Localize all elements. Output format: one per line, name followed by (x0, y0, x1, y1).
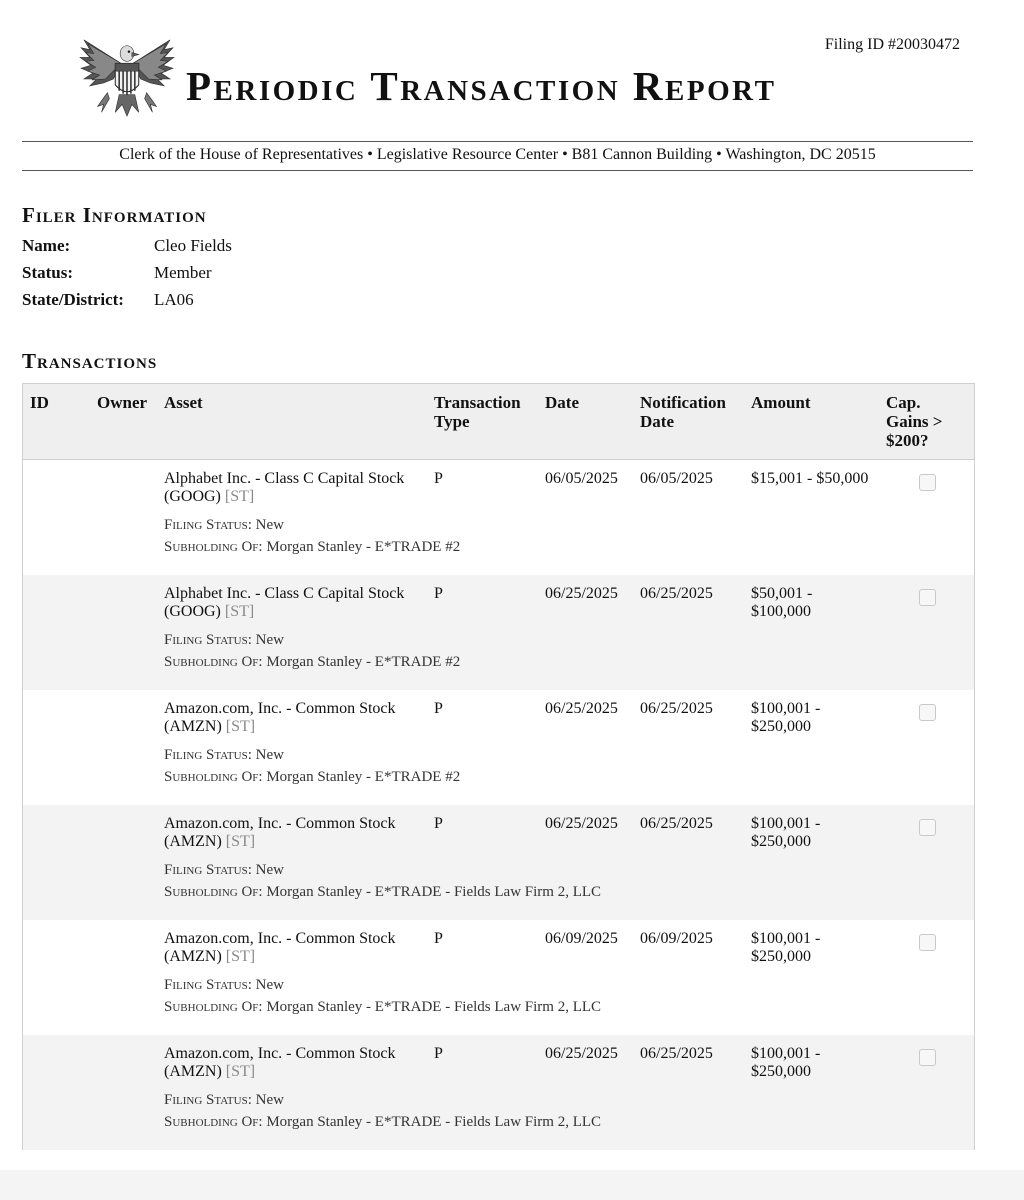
subholding (164, 539, 460, 556)
table-row (23, 460, 974, 575)
subholding-value: Morgan Stanley - E*TRADE - Fields Law Firm 2, LLC (266, 1114, 602, 1130)
column-header-line: Date (640, 412, 674, 431)
filer-status-row (22, 263, 212, 283)
amount-line: $100,001 - (751, 1045, 821, 1062)
subholding-value: Morgan Stanley - E*TRADE #2 (266, 769, 461, 785)
table-row (23, 690, 974, 805)
filing-status (164, 1092, 284, 1109)
header-divider (22, 141, 973, 142)
transactions-table (22, 383, 975, 1150)
filing-status-value: New (255, 862, 284, 878)
filing-status-value: New (255, 977, 284, 993)
cap-gains-cell (919, 934, 936, 951)
asset-cell (164, 930, 424, 966)
subholding-label: Subholding Of: (164, 654, 263, 670)
page-bottom-edge (0, 1170, 1024, 1200)
amount-line: $100,001 - (751, 930, 821, 947)
filing-status (164, 747, 284, 764)
column-header-id: ID (30, 393, 49, 412)
asset-cell (164, 470, 424, 506)
asset-cell (164, 1045, 424, 1081)
filing-status-label: Filing Status: (164, 632, 252, 648)
asset-ticker: (AMZN) (164, 1063, 222, 1080)
notification-date: 06/25/2025 (640, 815, 713, 832)
transaction-type: P (434, 815, 443, 832)
column-header-line: $200? (886, 431, 929, 450)
asset-cell (164, 700, 424, 736)
amount-line: $15,001 - $50,000 (751, 470, 869, 487)
filer-name-row (22, 236, 232, 256)
asset-name: Amazon.com, Inc. - Common Stock (164, 700, 396, 717)
amount (751, 1045, 881, 1081)
notification-date: 06/25/2025 (640, 585, 713, 602)
filing-status-value: New (255, 517, 284, 533)
amount-line: $100,001 - (751, 815, 821, 832)
table-row (23, 575, 974, 690)
filer-district-row (22, 290, 194, 310)
subholding-label: Subholding Of: (164, 769, 263, 785)
notification-date: 06/05/2025 (640, 470, 713, 487)
amount (751, 930, 881, 966)
filing-status-label: Filing Status: (164, 747, 252, 763)
cap-gains-checkbox[interactable] (919, 819, 936, 836)
column-header-cap-gains (886, 393, 942, 450)
asset-type-tag: [ST] (225, 1063, 256, 1080)
filing-status-value: New (255, 747, 284, 763)
asset-ticker: (AMZN) (164, 948, 222, 965)
column-header-asset: Asset (164, 393, 203, 412)
column-header-transaction-type (434, 393, 521, 431)
column-header-line: Cap. (886, 393, 921, 412)
transactions-heading: Transactions (22, 349, 158, 373)
filing-status-label: Filing Status: (164, 862, 252, 878)
cap-gains-checkbox[interactable] (919, 934, 936, 951)
transaction-date: 06/25/2025 (545, 700, 618, 717)
transaction-date: 06/25/2025 (545, 815, 618, 832)
amount (751, 585, 881, 621)
subholding-value: Morgan Stanley - E*TRADE - Fields Law Firm 2, LLC (266, 884, 602, 900)
amount-line: $50,001 - (751, 585, 813, 602)
filing-status (164, 977, 284, 994)
subholding-value: Morgan Stanley - E*TRADE #2 (266, 654, 461, 670)
asset-ticker: (GOOG) (164, 603, 221, 620)
asset-name: Amazon.com, Inc. - Common Stock (164, 815, 396, 832)
cap-gains-checkbox[interactable] (919, 474, 936, 491)
filing-status (164, 632, 284, 649)
amount-line: $250,000 (751, 948, 811, 965)
table-row (23, 1035, 974, 1150)
transaction-date: 06/25/2025 (545, 1045, 618, 1062)
asset-ticker: (GOOG) (164, 488, 221, 505)
filing-status (164, 862, 284, 879)
cap-gains-cell (919, 1049, 936, 1066)
asset-type-tag: [ST] (224, 488, 255, 505)
asset-ticker: (AMZN) (164, 833, 222, 850)
subholding (164, 769, 460, 786)
filing-status-label: Filing Status: (164, 977, 252, 993)
transaction-type: P (434, 470, 443, 487)
subholding (164, 999, 601, 1016)
house-seal-icon (78, 34, 176, 124)
transaction-type: P (434, 1045, 443, 1062)
filer-district: LA06 (154, 290, 194, 309)
office-address: Clerk of the House of Representatives • Legislative Resource Center • B81 Cannon Building • Washington, DC 20515 (119, 146, 876, 163)
subholding-value: Morgan Stanley - E*TRADE - Fields Law Firm 2, LLC (266, 999, 602, 1015)
subholding-label: Subholding Of: (164, 1114, 263, 1130)
column-header-line: Gains > (886, 412, 943, 431)
transaction-date: 06/05/2025 (545, 470, 618, 487)
amount-line: $100,000 (751, 603, 811, 620)
column-header-amount: Amount (751, 393, 811, 412)
filing-status (164, 517, 284, 534)
asset-ticker: (AMZN) (164, 718, 222, 735)
header-divider (22, 170, 973, 171)
cap-gains-checkbox[interactable] (919, 589, 936, 606)
asset-name: Alphabet Inc. - Class C Capital Stock (164, 470, 405, 487)
filing-status-label: Filing Status: (164, 517, 252, 533)
subholding (164, 884, 601, 901)
cap-gains-cell (919, 704, 936, 721)
table-header-row (23, 384, 974, 460)
amount (751, 700, 881, 736)
filer-status: Member (154, 263, 212, 282)
asset-cell (164, 815, 424, 851)
transaction-type: P (434, 700, 443, 717)
amount (751, 470, 881, 488)
column-header-line: Notification (640, 393, 726, 412)
asset-type-tag: [ST] (224, 603, 255, 620)
report-title: Periodic Transaction Report (186, 63, 777, 109)
notification-date: 06/09/2025 (640, 930, 713, 947)
notification-date: 06/25/2025 (640, 1045, 713, 1062)
subholding (164, 654, 460, 671)
transaction-type: P (434, 585, 443, 602)
amount-line: $250,000 (751, 718, 811, 735)
table-row (23, 920, 974, 1035)
amount-line: $250,000 (751, 1063, 811, 1080)
table-row (23, 805, 974, 920)
notification-date: 06/25/2025 (640, 700, 713, 717)
filer-district-label: State/District: (22, 290, 124, 309)
filing-status-label: Filing Status: (164, 1092, 252, 1108)
asset-type-tag: [ST] (225, 833, 256, 850)
asset-type-tag: [ST] (225, 718, 256, 735)
column-header-date: Date (545, 393, 579, 412)
transaction-date: 06/25/2025 (545, 585, 618, 602)
asset-name: Amazon.com, Inc. - Common Stock (164, 930, 396, 947)
subholding-label: Subholding Of: (164, 539, 263, 555)
subholding-label: Subholding Of: (164, 999, 263, 1015)
amount (751, 815, 881, 851)
cap-gains-cell (919, 589, 936, 606)
column-header-notification-date (640, 393, 726, 431)
cap-gains-cell (919, 474, 936, 491)
transaction-date: 06/09/2025 (545, 930, 618, 947)
cap-gains-cell (919, 819, 936, 836)
amount-line: $250,000 (751, 833, 811, 850)
asset-type-tag: [ST] (225, 948, 256, 965)
cap-gains-checkbox[interactable] (919, 704, 936, 721)
asset-cell (164, 585, 424, 621)
asset-name: Alphabet Inc. - Class C Capital Stock (164, 585, 405, 602)
subholding-value: Morgan Stanley - E*TRADE #2 (266, 539, 461, 555)
filing-status-value: New (255, 632, 284, 648)
column-header-line: Transaction (434, 393, 521, 412)
filing-status-value: New (255, 1092, 284, 1108)
subholding-label: Subholding Of: (164, 884, 263, 900)
cap-gains-checkbox[interactable] (919, 1049, 936, 1066)
filer-name-label: Name: (22, 236, 71, 255)
column-header-owner: Owner (97, 393, 148, 412)
filer-status-label: Status: (22, 263, 74, 282)
amount-line: $100,001 - (751, 700, 821, 717)
filer-information-heading: Filer Information (22, 203, 207, 227)
subholding (164, 1114, 601, 1131)
filer-name: Cleo Fields (154, 236, 232, 255)
transaction-type: P (434, 930, 443, 947)
filing-id: Filing ID #20030472 (824, 36, 960, 53)
column-header-line: Type (434, 412, 470, 431)
asset-name: Amazon.com, Inc. - Common Stock (164, 1045, 396, 1062)
